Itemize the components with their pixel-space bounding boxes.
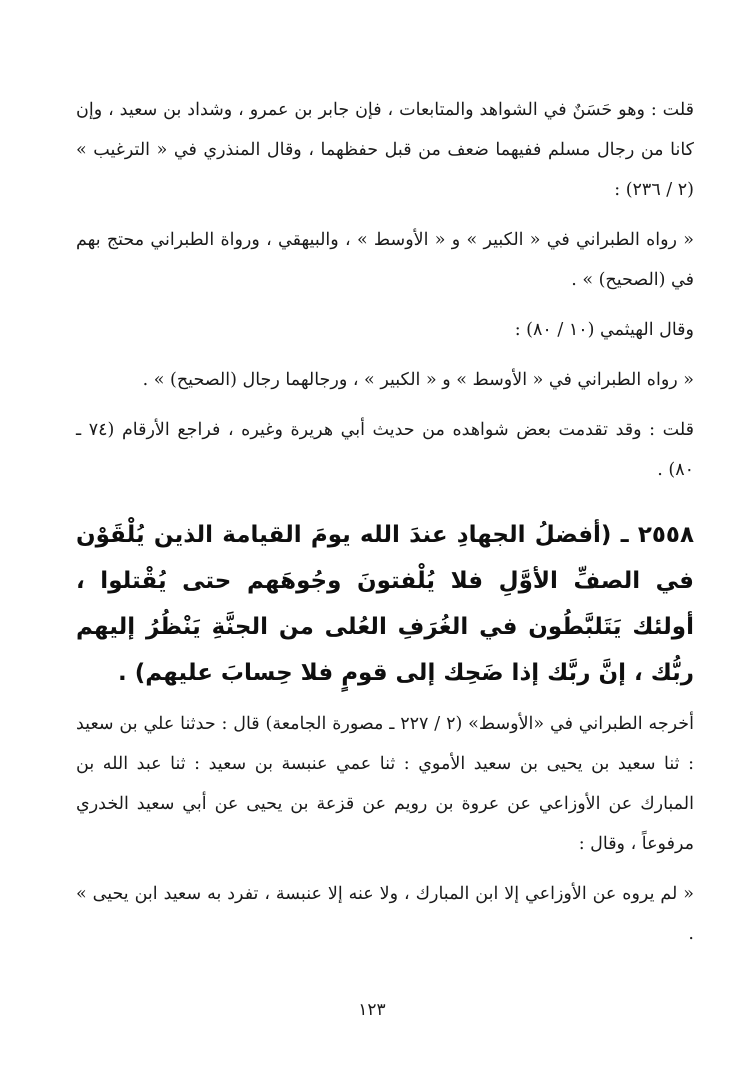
page-body: [76, 90, 694, 964]
quote-tabarani: « لم يروه عن الأوزاعي إلا ابن المبارك ، ولا عنه إلا عنبسة ، تفرد به سعيد ابن يحيى » .: [76, 884, 694, 944]
commentary-cross-reference: قلت : وقد تقدمت بعض شواهده من حديث أبي هريرة وغيره ، فراجع الأرقام (٧٤ ـ ٨٠) .: [76, 420, 694, 480]
takhrij-paragraph: أخرجه الطبراني في «الأوسط» (٢ / ٢٢٧ ـ مصورة الجامعة) قال : حدثنا علي بن سعيد : ثنا سعيد بن يحيى بن سعيد الأموي : ثنا عمي عنبسة بن سعيد : ثنا عبد الله بن المبارك عن الأوزاعي عن عروة بن رويم عن قزعة بن يحيى عن أبي سعيد الخدري مرفوعاً ، وقال :: [76, 714, 694, 854]
page-number: ١٢٣: [358, 1000, 386, 1020]
quote-mundhiri: « رواه الطبراني في « الكبير » و « الأوسط » ، والبيهقي ، ورواة الطبراني محتج بهم في (الصحيح) » .: [76, 230, 694, 290]
commentary-paragraph: قلت : وهو حَسَنٌ في الشواهد والمتابعات ، فإن جابر بن عمرو ، وشداد بن سعيد ، وإن كانا من رجال مسلم ففيهما ضعف من قبل حفظهما ، وقال المنذري في « الترغيب » (٢ / ٢٣٦) :: [76, 100, 694, 200]
hadith-text: ٢٥٥٨ ـ (أفضلُ الجهادِ عندَ الله يومَ القيامة الذين يُلْقَوْن في الصفِّ الأوَّلِ فلا يُلْفتونَ وجُوهَهم حتى يُقْتلوا ، أولئك يَتَلبَّطُون في الغُرَفِ العُلى من الجنَّةِ يَنْظُرُ إليهم ربُّك ، إنَّ ربَّك إذا ضَحِك إلى قومٍ فلا حِسابَ عليهم) .: [76, 522, 694, 686]
haythami-intro: وقال الهيثمي (١٠ / ٨٠) :: [514, 320, 694, 340]
quote-haythami: « رواه الطبراني في « الأوسط » و « الكبير » ، ورجالهما رجال (الصحيح) » .: [142, 370, 694, 390]
